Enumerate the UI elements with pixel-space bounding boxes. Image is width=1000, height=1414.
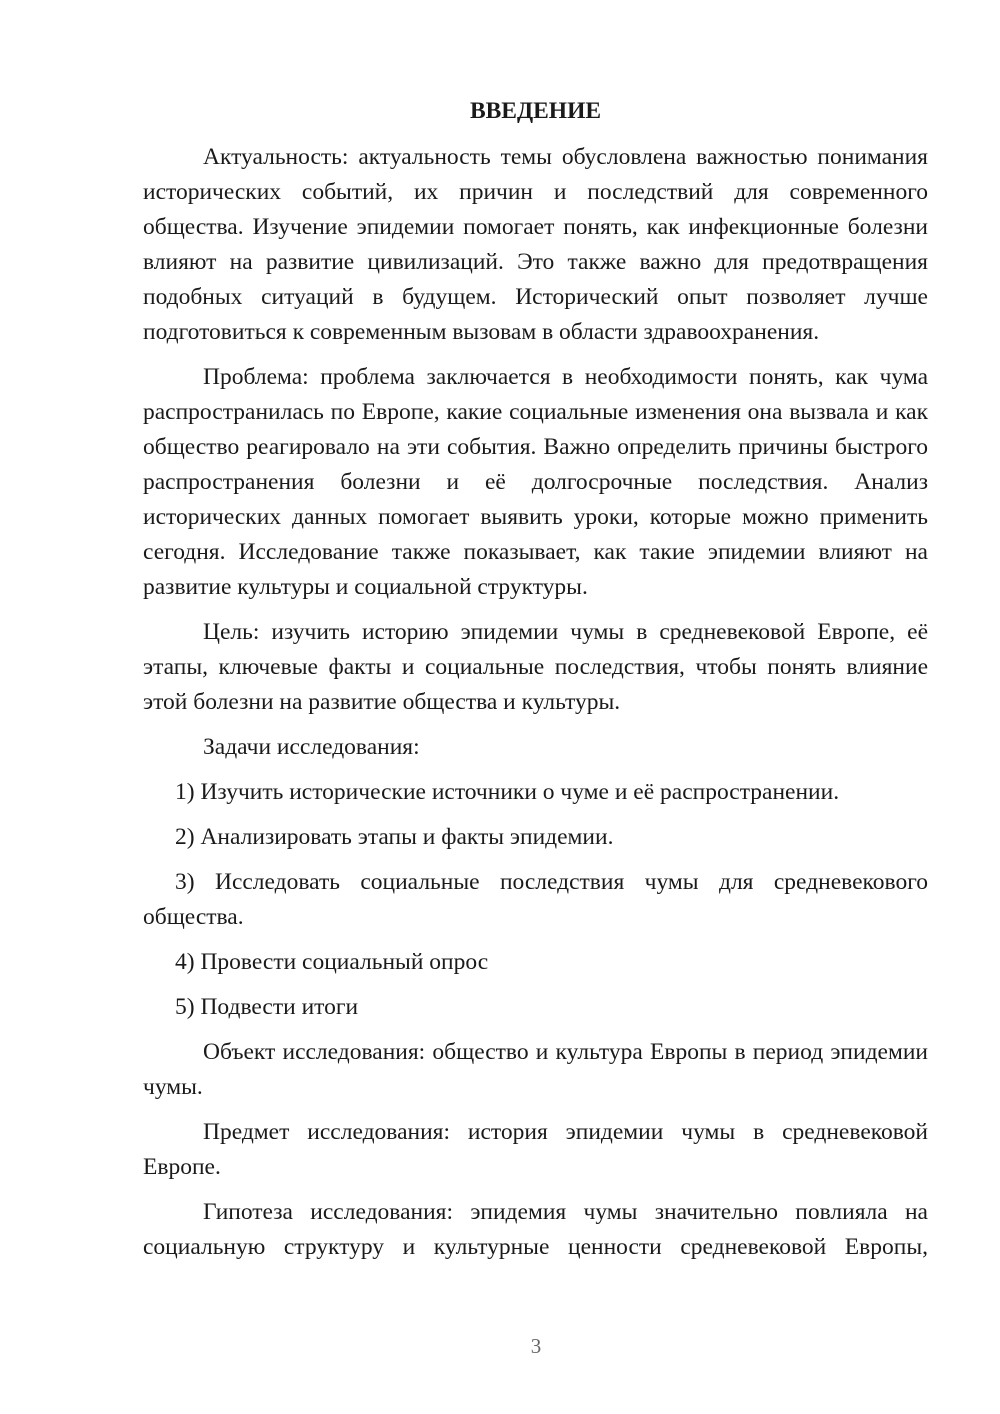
document-page <box>143 96 928 1275</box>
paragraph-problem: Проблема: проблема заключается в необходимости понять, как чума распространилась по Европе, какие социальные изменения она вызвала и как общество реагировало на эти события. Важно определить причины быстрого распространения болезни и её долгосрочные последствия. Анализ исторических данных помогает выявить уроки, которые можно применить сегодня. Исследование также показывает, как такие эпидемии влияют на развитие культуры и социальной структуры. <box>143 364 928 600</box>
paragraph-hypothesis: Гипотеза исследования: эпидемия чумы значительно повлияла на социальную структуру и культурные ценности средневековой Европы, <box>143 1199 928 1260</box>
task-item-1: 1) Изучить исторические источники о чуме и её распространении. <box>175 779 840 805</box>
tasks-heading: Задачи исследования: <box>203 734 420 760</box>
task-item-3: 3) Исследовать социальные последствия чумы для средневекового общества. <box>143 869 928 930</box>
paragraph-subject: Предмет исследования: история эпидемии чумы в средневековой Европе. <box>143 1119 928 1180</box>
page-number: 3 <box>530 1334 542 1358</box>
paragraph-goal: Цель: изучить историю эпидемии чумы в средневековой Европе, её этапы, ключевые факты и социальные последствия, чтобы понять влияние этой болезни на развитие общества и культуры. <box>143 619 928 715</box>
task-item-4: 4) Провести социальный опрос <box>175 949 489 975</box>
paragraph-object: Объект исследования: общество и культура Европы в период эпидемии чумы. <box>143 1039 928 1100</box>
section-heading: ВВЕДЕНИЕ <box>469 98 602 124</box>
task-item-2: 2) Анализировать этапы и факты эпидемии. <box>175 824 614 850</box>
paragraph-relevance: Актуальность: актуальность темы обусловлена важностью понимания исторических событий, их причин и последствий для современного общества. Изучение эпидемии помогает понять, как инфекционные болезни влияют на развитие цивилизаций. Это также важно для предотвращения подобных ситуаций в будущем. Исторический опыт позволяет лучше подготовиться к современным вызовам в области здравоохранения. <box>143 144 928 345</box>
task-item-5: 5) Подвести итоги <box>175 994 359 1020</box>
